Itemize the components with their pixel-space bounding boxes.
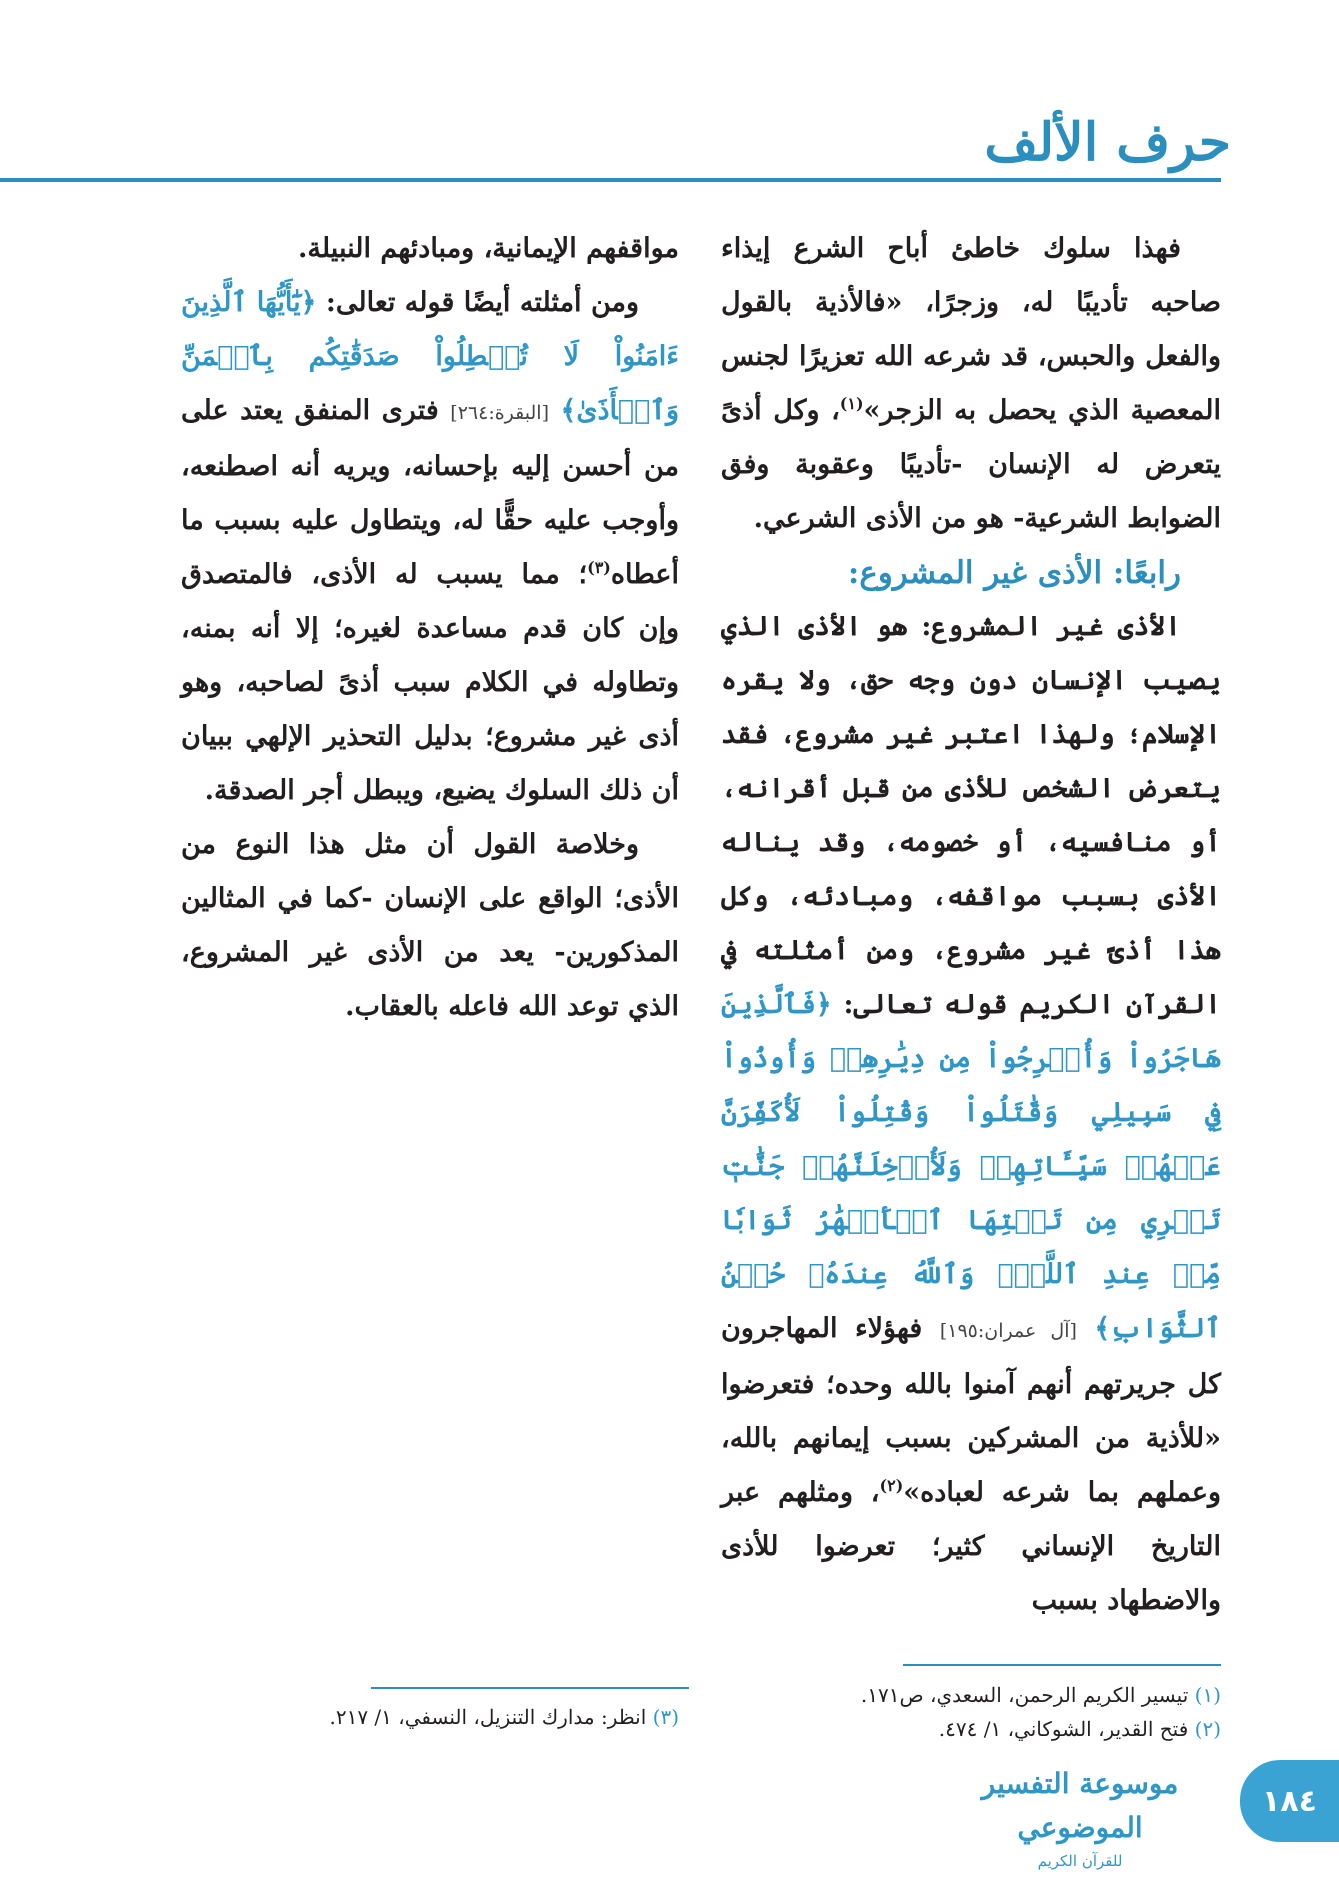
paragraph: مواقفهم الإيمانية، ومبادئهم النبيلة. bbox=[297, 233, 679, 264]
paragraph: فهذا سلوك خاطئ أباح الشرع إيذاء صاحبه تأديبًا له، وزجرًا، «فالأذية بالقول والفعل والحبس، قد شرعه الله تعزيرًا لجنس المعصية الذي يحصل به الزجر»$^{(١)}$، وكل أذىً يتعرض له الإنسان -تأديبًا وعقوبة وفق الضوابط الشرعية- هو من الأذى الشرعي. bbox=[721, 233, 1222, 534]
header-divider bbox=[0, 178, 1221, 182]
footnote-ref[interactable]: (٣) bbox=[587, 558, 611, 577]
quran-verse: ﴿فَٱلَّذِينَ هَاجَرُواْ وَأُخۡرِجُواْ مِن دِيَٰرِهِمۡ وَأُوذُواْ فِي سَبِيلِي وَقَٰتَلُواْ وَقُتِلُواْ لَأُكَفِّرَنَّ عَنۡهُمۡ سَيِّـَٔاتِهِمۡ وَلَأُدۡخِلَنَّهُمۡ جَنَّٰتٖ تَجۡرِي مِن تَحۡتِهَا ٱلۡأَنۡهَٰرُ ثَوَابٗا مِّنۡ عِندِ ٱللَّهِۚ وَٱللَّهُ عِندَهُۥ حُسۡنُ ٱلثَّوَابِ﴾ bbox=[721, 989, 1221, 1344]
quran-verse: ﴿يَٰٓأَيُّهَا ٱلَّذِينَ ءَامَنُواْ لَا تُبۡطِلُواْ صَدَقَٰتِكُم بِٱلۡمَنِّ وَٱلۡأَذَىٰ﴾ bbox=[181, 287, 679, 426]
footnote-divider bbox=[371, 1687, 689, 1689]
paragraph: الأذى غير المشروع: هو الأذى الذي يصيب الإنسان دون وجه حق، ولا يقره الإسلام؛ ولهذا اعتبر غير مشروع، فقد يتعرض الشخص للأذى من قبل أقرانه، أو منافسيه، أو خصومه، وقد يناله الأذى بسبب مواقفه، ومبادئه، وكل هذا أذىً غير مشروع، ومن أمثلته في القرآن الكريم قوله تعالى: ﴿فَٱلَّذِينَ هَاجَرُواْ وَأُخۡرِجُواْ مِن دِيَٰرِهِمۡ وَأُوذُواْ فِي سَبِيلِي وَقَٰتَلُواْ وَقُتِلُواْ لَأُكَفِّرَنَّ عَنۡهُمۡ سَيِّـَٔاتِهِمۡ وَلَأُدۡخِلَنَّهُمۡ جَنَّٰتٖ تَجۡرِي مِن تَحۡتِهَا ٱلۡأَنۡهَٰرُ ثَوَابٗا مِّنۡ عِندِ ٱللَّهِۚ وَٱللَّهُ عِندَهُۥ حُسۡنُ ٱلثَّوَابِ﴾ [آل عمران:١٩٥] فهؤلاء المهاجرون كل جريرتهم أنهم آمنوا بالله وحده؛ فتعرضوا «للأذية من المشركين بسبب إيمانهم بالله، وعملهم بما شرعه لعباده»$^{(٢)}$، ومثلهم عبر التاريخ الإنساني كثير؛ تعرضوا للأذى والاضطهاد بسبب bbox=[721, 611, 1221, 1616]
encyclopedia-logo: موسوعة التفسير الموضوعي للقرآن الكريم bbox=[981, 1767, 1179, 1870]
footnotes-left bbox=[181, 1700, 679, 1734]
verse-reference: [البقرة:٢٦٤] bbox=[450, 402, 549, 424]
footnotes-right bbox=[721, 1678, 1221, 1746]
footnote-ref[interactable]: (١) bbox=[839, 394, 864, 413]
page-number: ١٨٤ bbox=[1240, 1760, 1339, 1842]
paragraph: ومن أمثلته أيضًا قوله تعالى: ﴿يَٰٓأَيُّهَا ٱلَّذِينَ ءَامَنُواْ لَا تُبۡطِلُواْ صَدَقَٰتِكُم بِٱلۡمَنِّ وَٱلۡأَذَىٰ﴾ [البقرة:٢٦٤] فترى المنفق يعتد على من أحسن إليه بإحسانه، ويريه أنه اصطنعه، وأوجب عليه حقًّا له، ويتطاول عليه بسبب ما أعطاه$^{(٣)}$؛ مما يسبب له الأذى، فالمتصدق وإن كان قدم مساعدة لغيره؛ إلا أنه بمنه، وتطاوله في الكلام سبب أذىً لصاحبه، وهو أذى غير مشروع؛ بدليل التحذير الإلهي ببيان أن ذلك السلوك يضيع، ويبطل أجر الصدقة. bbox=[181, 287, 679, 806]
footnote: (٣) انظر: مدارك التنزيل، النسفي، ١/ ٢١٧. bbox=[329, 1705, 679, 1729]
verse-reference: [آل عمران:١٩٥] bbox=[939, 1320, 1077, 1342]
footnote-ref[interactable]: (٢) bbox=[879, 1476, 904, 1495]
paragraph: وخلاصة القول أن مثل هذا النوع من الأذى؛ الواقع على الإنسان -كما في المثالين المذكورين- يعد من الأذى غير المشروع، الذي توعد الله فاعله بالعقاب. bbox=[181, 829, 679, 1022]
footnote-divider bbox=[903, 1664, 1221, 1666]
chapter-title: حرف الألف bbox=[984, 112, 1231, 173]
footnote: (١) تيسير الكريم الرحمن، السعدي، ص١٧١. bbox=[860, 1683, 1221, 1707]
section-heading: رابعًا: الأذى غير المشروع: bbox=[847, 555, 1181, 591]
footnote: (٢) فتح القدير، الشوكاني، ١/ ٤٧٤. bbox=[938, 1717, 1221, 1741]
right-column bbox=[721, 222, 1221, 1628]
left-column bbox=[181, 222, 679, 1034]
